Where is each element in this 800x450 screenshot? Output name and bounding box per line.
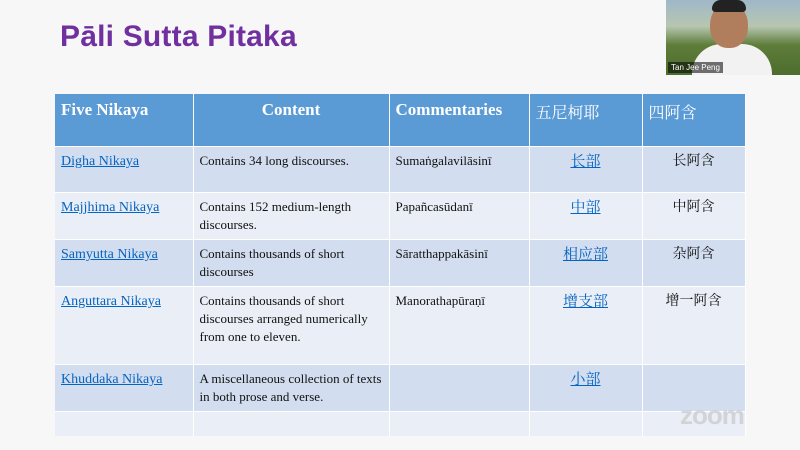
participant-name-label: Tan Jee Peng xyxy=(668,62,723,73)
chinese-nikaya-link[interactable]: 增支部 xyxy=(562,292,608,310)
participant-hair xyxy=(712,0,746,12)
zoom-watermark: zoom xyxy=(680,400,744,430)
slide-title: Pāli Sutta Pitaka xyxy=(60,20,297,53)
table-row-empty xyxy=(55,412,745,436)
commentary-cell xyxy=(389,365,529,412)
commentary-cell: Sāratthappakāsinī xyxy=(389,240,529,287)
header-content: Content xyxy=(193,94,389,147)
table-row xyxy=(55,240,745,287)
nikaya-link[interactable]: Digha Nikaya xyxy=(61,154,140,169)
content-cell: Contains 34 long discourses. xyxy=(193,147,389,193)
agama-cell: 长阿含 xyxy=(642,147,745,193)
content-cell: Contains 152 medium-length discourses. xyxy=(193,193,389,240)
participant-video-thumbnail[interactable] xyxy=(666,0,800,75)
chinese-nikaya-link[interactable]: 长部 xyxy=(570,152,601,170)
commentary-cell: Papañcasūdanī xyxy=(389,193,529,240)
commentary-cell: Manorathapūraṇī xyxy=(389,287,529,365)
content-cell: Contains thousands of short discourses arranged numerically from one to eleven. xyxy=(193,287,389,365)
table-row xyxy=(55,287,745,365)
header-five-nikaya: Five Nikaya xyxy=(55,94,193,147)
table-row xyxy=(55,193,745,240)
chinese-nikaya-link[interactable]: 中部 xyxy=(570,198,601,216)
agama-cell: 中阿含 xyxy=(642,193,745,240)
nikaya-link[interactable]: Khuddaka Nikaya xyxy=(61,372,163,387)
content-cell: A miscellaneous collection of texts in both prose and verse. xyxy=(193,365,389,412)
content-cell: Contains thousands of short discourses xyxy=(193,240,389,287)
header-commentaries: Commentaries xyxy=(389,94,529,147)
nikaya-link[interactable]: Samyutta Nikaya xyxy=(61,247,158,262)
agama-cell: 增一阿含 xyxy=(642,287,745,365)
header-chinese-nikaya: 五尼柯耶 xyxy=(529,94,642,147)
commentary-cell: Sumaṅgalavilāsinī xyxy=(389,147,529,193)
table-row xyxy=(55,365,745,412)
nikaya-link[interactable]: Anguttara Nikaya xyxy=(61,294,161,309)
chinese-nikaya-link[interactable]: 小部 xyxy=(570,370,601,388)
table-row xyxy=(55,147,745,193)
nikaya-table xyxy=(55,94,746,436)
chinese-nikaya-link[interactable]: 相应部 xyxy=(562,245,608,263)
table-header-row xyxy=(55,94,745,147)
nikaya-link[interactable]: Majjhima Nikaya xyxy=(61,200,160,215)
header-agama: 四阿含 xyxy=(642,94,745,147)
agama-cell: 杂阿含 xyxy=(642,240,745,287)
